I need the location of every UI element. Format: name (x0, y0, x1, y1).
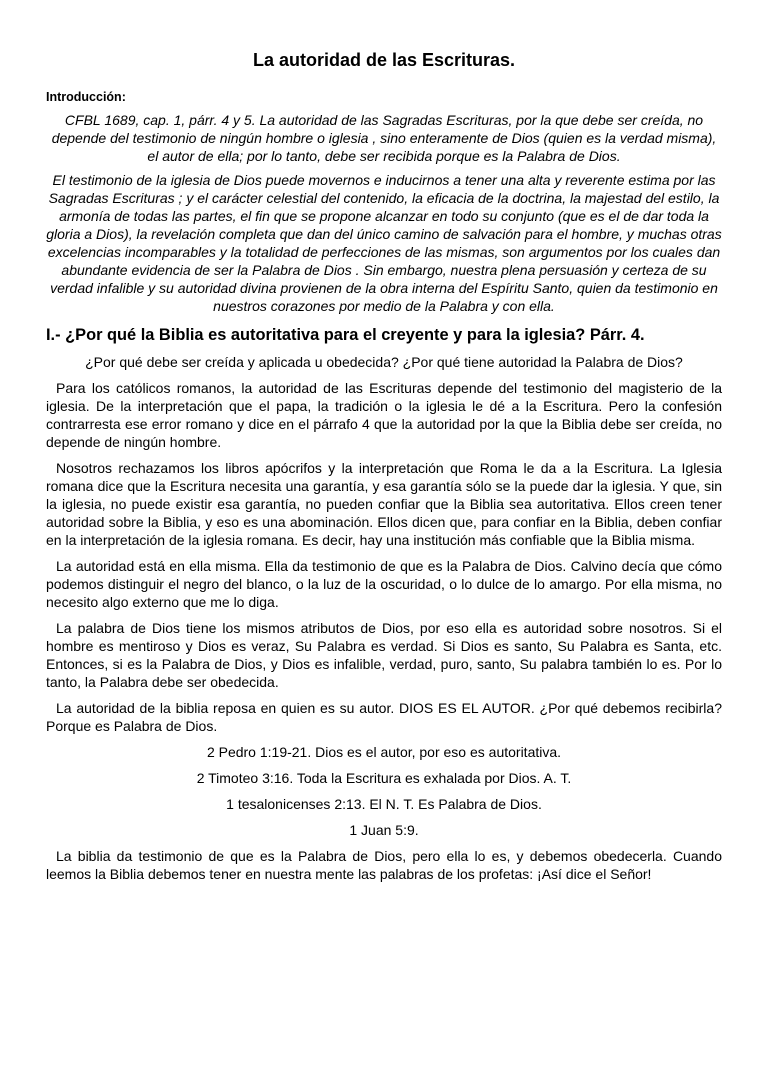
document-title: La autoridad de las Escrituras. (252, 50, 516, 70)
body-paragraph-author: La autoridad de la biblia reposa en quien es su autor. DIOS ES EL AUTOR. ¿Por qué debemos recibirla? Porque es Palabra de Dios. (46, 700, 722, 734)
scripture-reference: 2 Timoteo 3:16. Toda la Escritura es exhalada por Dios. A. T. (196, 770, 572, 786)
document-page (0, 49, 768, 1073)
section-question: ¿Por qué debe ser creída y aplicada u obedecida? ¿Por qué tiene autoridad la Palabra de Dios? (85, 354, 683, 370)
intro-paragraph-confession-citation: CFBL 1689, cap. 1, párr. 4 y 5. La autoridad de las Sagradas Escrituras, por la que debe ser creída, no depende del testimonio de ningún hombre o iglesia , sino enteramente de Dios (quien es la verdad misma), el autor de ella; por lo tanto, debe ser recibida porque es la Palabra de Dios. (51, 112, 717, 164)
body-paragraph-catholic-view: Para los católicos romanos, la autoridad de las Escrituras depende del testimonio del magisterio de la iglesia. De la interpretación que el papa, la tradición o la iglesia le dé a la Escritura. Pero la confesión contrarresta ese error romano y dice en el párrafo 4 que la autoridad por la que la Biblia debe ser creída, no depende de ningún hombre. (46, 380, 722, 450)
intro-paragraph-church-testimony: El testimonio de la iglesia de Dios puede movernos e inducirnos a tener una alta y reverente estima por las Sagradas Escrituras ; y el carácter celestial del contenido, la eficacia de la doctrina, la majestad del estilo, la armonía de todas las partes, el fin que se propone alcanzar en todo su conjunto (que es el de dar toda la gloria a Dios), la revelación completa que dan del único camino de salvación para el hombre, y muchas otras excelencias incomparables y la totalidad de perfecciones de las mismas, son argumentos por los cuales dan abundante evidencia de ser la Palabra de Dios . Sin embargo, nuestra plena persuasión y certeza de su verdad infalible y su autoridad divina provienen de la obra interna del Espíritu Santo, quien da testimonio en nuestros corazones por medio de la Palabra y con ella. (46, 172, 722, 314)
section-heading: I.- ¿Por qué la Biblia es autoritativa para el creyente y para la iglesia? Párr. 4. (46, 326, 645, 344)
closing-paragraph: La biblia da testimonio de que es la Palabra de Dios, pero ella lo es, y debemos obedecerla. Cuando leemos la Biblia debemos tener en nuestra mente las palabras de los profetas: ¡Así dice el Señor! (46, 848, 722, 882)
scripture-reference: 1 Juan 5:9. (349, 822, 419, 838)
scripture-reference: 1 tesalonicenses 2:13. El N. T. Es Palabra de Dios. (226, 796, 542, 812)
body-paragraph-attributes: La palabra de Dios tiene los mismos atributos de Dios, por eso ella es autoridad sobre nosotros. Si el hombre es mentiroso y Dios es veraz, Su Palabra es verdad. Si Dios es santo, Su Palabra es Santa, etc. Entonces, si es la Palabra de Dios, y Dios es infalible, verdad, puro, santo, Su palabra también lo es. Por lo tanto, la Palabra debe ser obedecida. (46, 620, 722, 690)
body-paragraph-apocrypha: Nosotros rechazamos los libros apócrifos y la interpretación que Roma le da a la Escritura. La Iglesia romana dice que la Escritura necesita una garantía, y esa garantía sólo se la puede dar la iglesia. Y que, sin la iglesia, no puede existir esa garantía, no pueden confiar que la Biblia sea autoritativa. Ellos creen tener autoridad sobre la Biblia, y eso es una abominación. Ellos dicen que, para confiar en la Biblia, deben confiar en la interpretación de la iglesia romana. Es decir, hay una institución más confiable que la Biblia misma. (46, 460, 722, 548)
scripture-reference: 2 Pedro 1:19-21. Dios es el autor, por eso es autoritativa. (206, 744, 562, 760)
introduction-label: Introducción: (46, 90, 126, 104)
body-paragraph-self-authority: La autoridad está en ella misma. Ella da testimonio de que es la Palabra de Dios. Calvino decía que cómo podemos distinguir el negro del blanco, o la luz de la oscuridad, o lo dulce de lo amargo. Por ella misma, no necesito algo externo que me lo diga. (46, 558, 722, 610)
